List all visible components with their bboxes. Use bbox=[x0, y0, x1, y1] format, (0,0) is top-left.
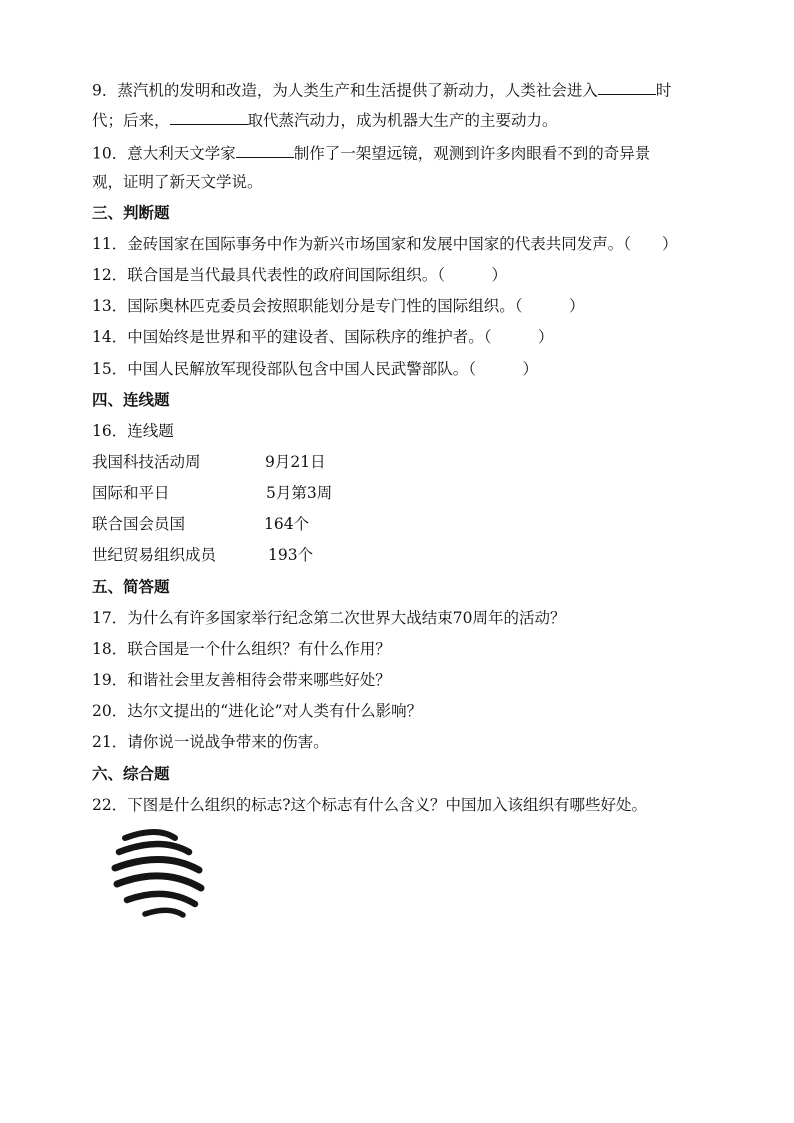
question-10-line-2: 观，证明了新天文学说。 bbox=[92, 173, 263, 191]
match-left-item[interactable]: 我国科技活动周 bbox=[92, 453, 201, 471]
match-right-item[interactable]: 164个 bbox=[264, 515, 310, 533]
wto-logo-icon bbox=[105, 826, 210, 921]
question-9-text-end: 时 bbox=[655, 81, 672, 100]
question-12: 12．联合国是当代最具代表性的政府间国际组织。（ ） bbox=[92, 266, 507, 284]
section-heading-judge: 三、判断题 bbox=[92, 203, 170, 222]
match-right-item[interactable]: 193个 bbox=[268, 546, 314, 564]
section-heading-match: 四、连线题 bbox=[92, 390, 170, 409]
question-9-text: 9．蒸汽机的发明和改造，为人类生产和生活提供了新动力，人类社会进入 bbox=[92, 81, 598, 100]
question-18: 18．联合国是一个什么组织？有什么作用？ bbox=[92, 640, 391, 658]
question-20: 20．达尔文提出的“进化论”对人类有什么影响？ bbox=[92, 702, 423, 720]
question-10-text: 10．意大利天文学家 bbox=[92, 144, 236, 163]
question-19: 19．和谐社会里友善相待会带来哪些好处？ bbox=[92, 671, 391, 689]
section-heading-short: 五、简答题 bbox=[92, 577, 170, 596]
answer-blank[interactable] bbox=[236, 141, 294, 158]
question-9-line-1 bbox=[92, 78, 671, 100]
question-14: 14．中国始终是世界和平的建设者、国际秩序的维护者。（ ） bbox=[92, 328, 554, 346]
question-10-text-end: 制作了一架望远镜，观测到许多肉眼看不到的奇异景 bbox=[293, 144, 651, 163]
question-17: 17．为什么有许多国家举行纪念第二次世界大战结束70周年的活动？ bbox=[92, 609, 566, 627]
question-11: 11．金砖国家在国际事务中作为新兴市场国家和发展中国家的代表共同发声。（ ） bbox=[92, 235, 678, 253]
question-22: 22．下图是什么组织的标志?这个标志有什么含义？中国加入该组织有哪些好处。 bbox=[92, 796, 648, 814]
question-16: 16．连线题 bbox=[92, 422, 174, 440]
match-left-item[interactable]: 联合国会员国 bbox=[92, 515, 186, 533]
question-15: 15．中国人民解放军现役部队包含中国人民武警部队。（ ） bbox=[92, 360, 538, 378]
match-right-item[interactable]: 5月第3周 bbox=[266, 484, 333, 502]
question-9-text-end: 取代蒸汽动力，成为机器大生产的主要动力。 bbox=[247, 111, 558, 130]
answer-blank[interactable] bbox=[170, 108, 248, 125]
match-right-item[interactable]: 9月21日 bbox=[265, 453, 326, 471]
question-9-line-2 bbox=[92, 108, 558, 130]
answer-blank[interactable] bbox=[598, 78, 656, 95]
section-heading-comp: 六、综合题 bbox=[92, 764, 170, 783]
question-9-text: 代；后来， bbox=[92, 111, 170, 130]
question-21: 21．请你说一说战争带来的伤害。 bbox=[92, 733, 329, 751]
match-left-item[interactable]: 国际和平日 bbox=[92, 484, 170, 502]
match-left-item[interactable]: 世纪贸易组织成员 bbox=[92, 546, 217, 564]
question-13: 13．国际奥林匹克委员会按照职能划分是专门性的国际组织。（ ） bbox=[92, 297, 585, 315]
question-10-line-1 bbox=[92, 141, 650, 163]
